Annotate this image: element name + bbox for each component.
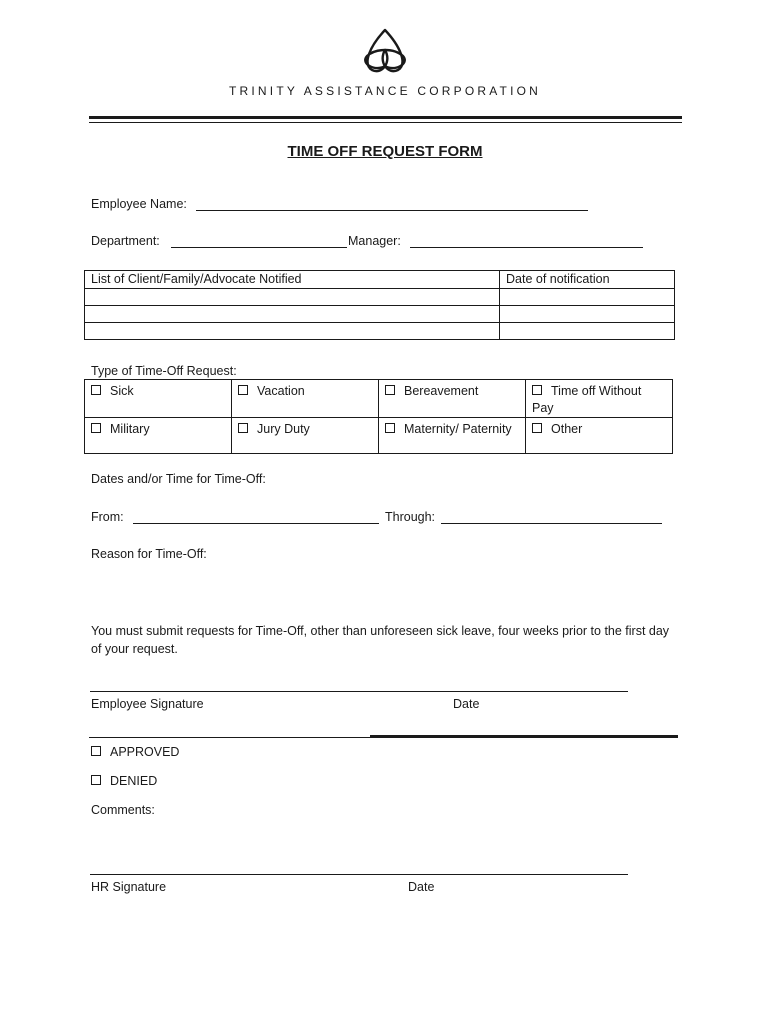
- checkbox-icon: [532, 385, 542, 395]
- checkbox-icon: [91, 775, 101, 785]
- hr-signature-label: HR Signature: [91, 880, 167, 894]
- checkbox-icon: [91, 423, 101, 433]
- option-label: Sick: [110, 384, 134, 398]
- checkbox-icon: [91, 746, 101, 756]
- reason-label: Reason for Time-Off:: [91, 547, 207, 561]
- department-label: Department:: [91, 234, 160, 248]
- option-jury-duty[interactable]: [232, 418, 379, 454]
- table-cell[interactable]: [85, 306, 500, 323]
- table-header: Date of notification: [500, 271, 675, 289]
- checkbox-icon: [238, 385, 248, 395]
- option-label: Maternity/ Paternity: [404, 422, 512, 436]
- option-label: Military: [110, 422, 150, 436]
- employee-signature-line[interactable]: [90, 691, 628, 692]
- hr-signature-line[interactable]: [90, 874, 628, 875]
- table-row: [85, 323, 675, 340]
- checkbox-icon: [238, 423, 248, 433]
- form-title: TIME OFF REQUEST FORM: [287, 143, 483, 160]
- dates-label: Dates and/or Time for Time-Off:: [91, 472, 266, 486]
- manager-field[interactable]: [410, 247, 643, 248]
- option-time-off-without-pay[interactable]: [526, 380, 673, 418]
- denied-option[interactable]: [91, 774, 157, 789]
- employee-date-label: Date: [453, 697, 480, 711]
- option-maternity-paternity[interactable]: [379, 418, 526, 454]
- option-label: Other: [551, 422, 583, 436]
- checkbox-icon: [385, 385, 395, 395]
- company-name: TRINITY ASSISTANCE CORPORATION: [228, 84, 542, 98]
- notification-table: [84, 270, 675, 340]
- option-label: Bereavement: [404, 384, 479, 398]
- option-military[interactable]: [85, 418, 232, 454]
- option-label: Jury Duty: [257, 422, 310, 436]
- from-field[interactable]: [133, 523, 379, 524]
- table-cell[interactable]: [500, 289, 675, 306]
- table-header: List of Client/Family/Advocate Notified: [85, 271, 500, 289]
- manager-label: Manager:: [348, 234, 401, 248]
- through-field[interactable]: [441, 523, 662, 524]
- section-divider: [89, 737, 371, 738]
- option-label: Vacation: [257, 384, 305, 398]
- table-cell[interactable]: [85, 323, 500, 340]
- employee-name-field[interactable]: [196, 210, 588, 211]
- table-row: [85, 289, 675, 306]
- option-bereavement[interactable]: [379, 380, 526, 418]
- denied-label: DENIED: [110, 774, 158, 788]
- request-type-label: Type of Time-Off Request:: [91, 364, 237, 378]
- notice-text: You must submit requests for Time-Off, other than unforeseen sick leave, four weeks prior to the first day of your request.: [91, 624, 670, 656]
- hr-date-label: Date: [408, 880, 435, 894]
- approved-label: APPROVED: [110, 745, 180, 759]
- checkbox-icon: [91, 385, 101, 395]
- header-rule-thick: [89, 116, 682, 119]
- table-header-row: [85, 271, 675, 289]
- comments-label: Comments:: [91, 803, 155, 817]
- table-row: [85, 306, 675, 323]
- trinity-knot-icon: [358, 26, 412, 74]
- table-cell[interactable]: [85, 289, 500, 306]
- request-type-grid: [84, 379, 673, 454]
- table-cell[interactable]: [500, 306, 675, 323]
- employee-name-label: Employee Name:: [91, 197, 187, 211]
- section-divider-thick: [370, 735, 678, 738]
- checkbox-icon: [532, 423, 542, 433]
- option-sick[interactable]: [85, 380, 232, 418]
- table-cell[interactable]: [500, 323, 675, 340]
- through-label: Through:: [385, 510, 436, 524]
- checkbox-icon: [385, 423, 395, 433]
- approved-option[interactable]: [91, 745, 179, 760]
- from-label: From:: [91, 510, 124, 524]
- option-vacation[interactable]: [232, 380, 379, 418]
- option-other[interactable]: [526, 418, 673, 454]
- header-rule-thin: [89, 122, 682, 123]
- department-field[interactable]: [171, 247, 347, 248]
- option-label: Time off Without Pay: [532, 384, 642, 415]
- employee-signature-label: Employee Signature: [91, 697, 204, 711]
